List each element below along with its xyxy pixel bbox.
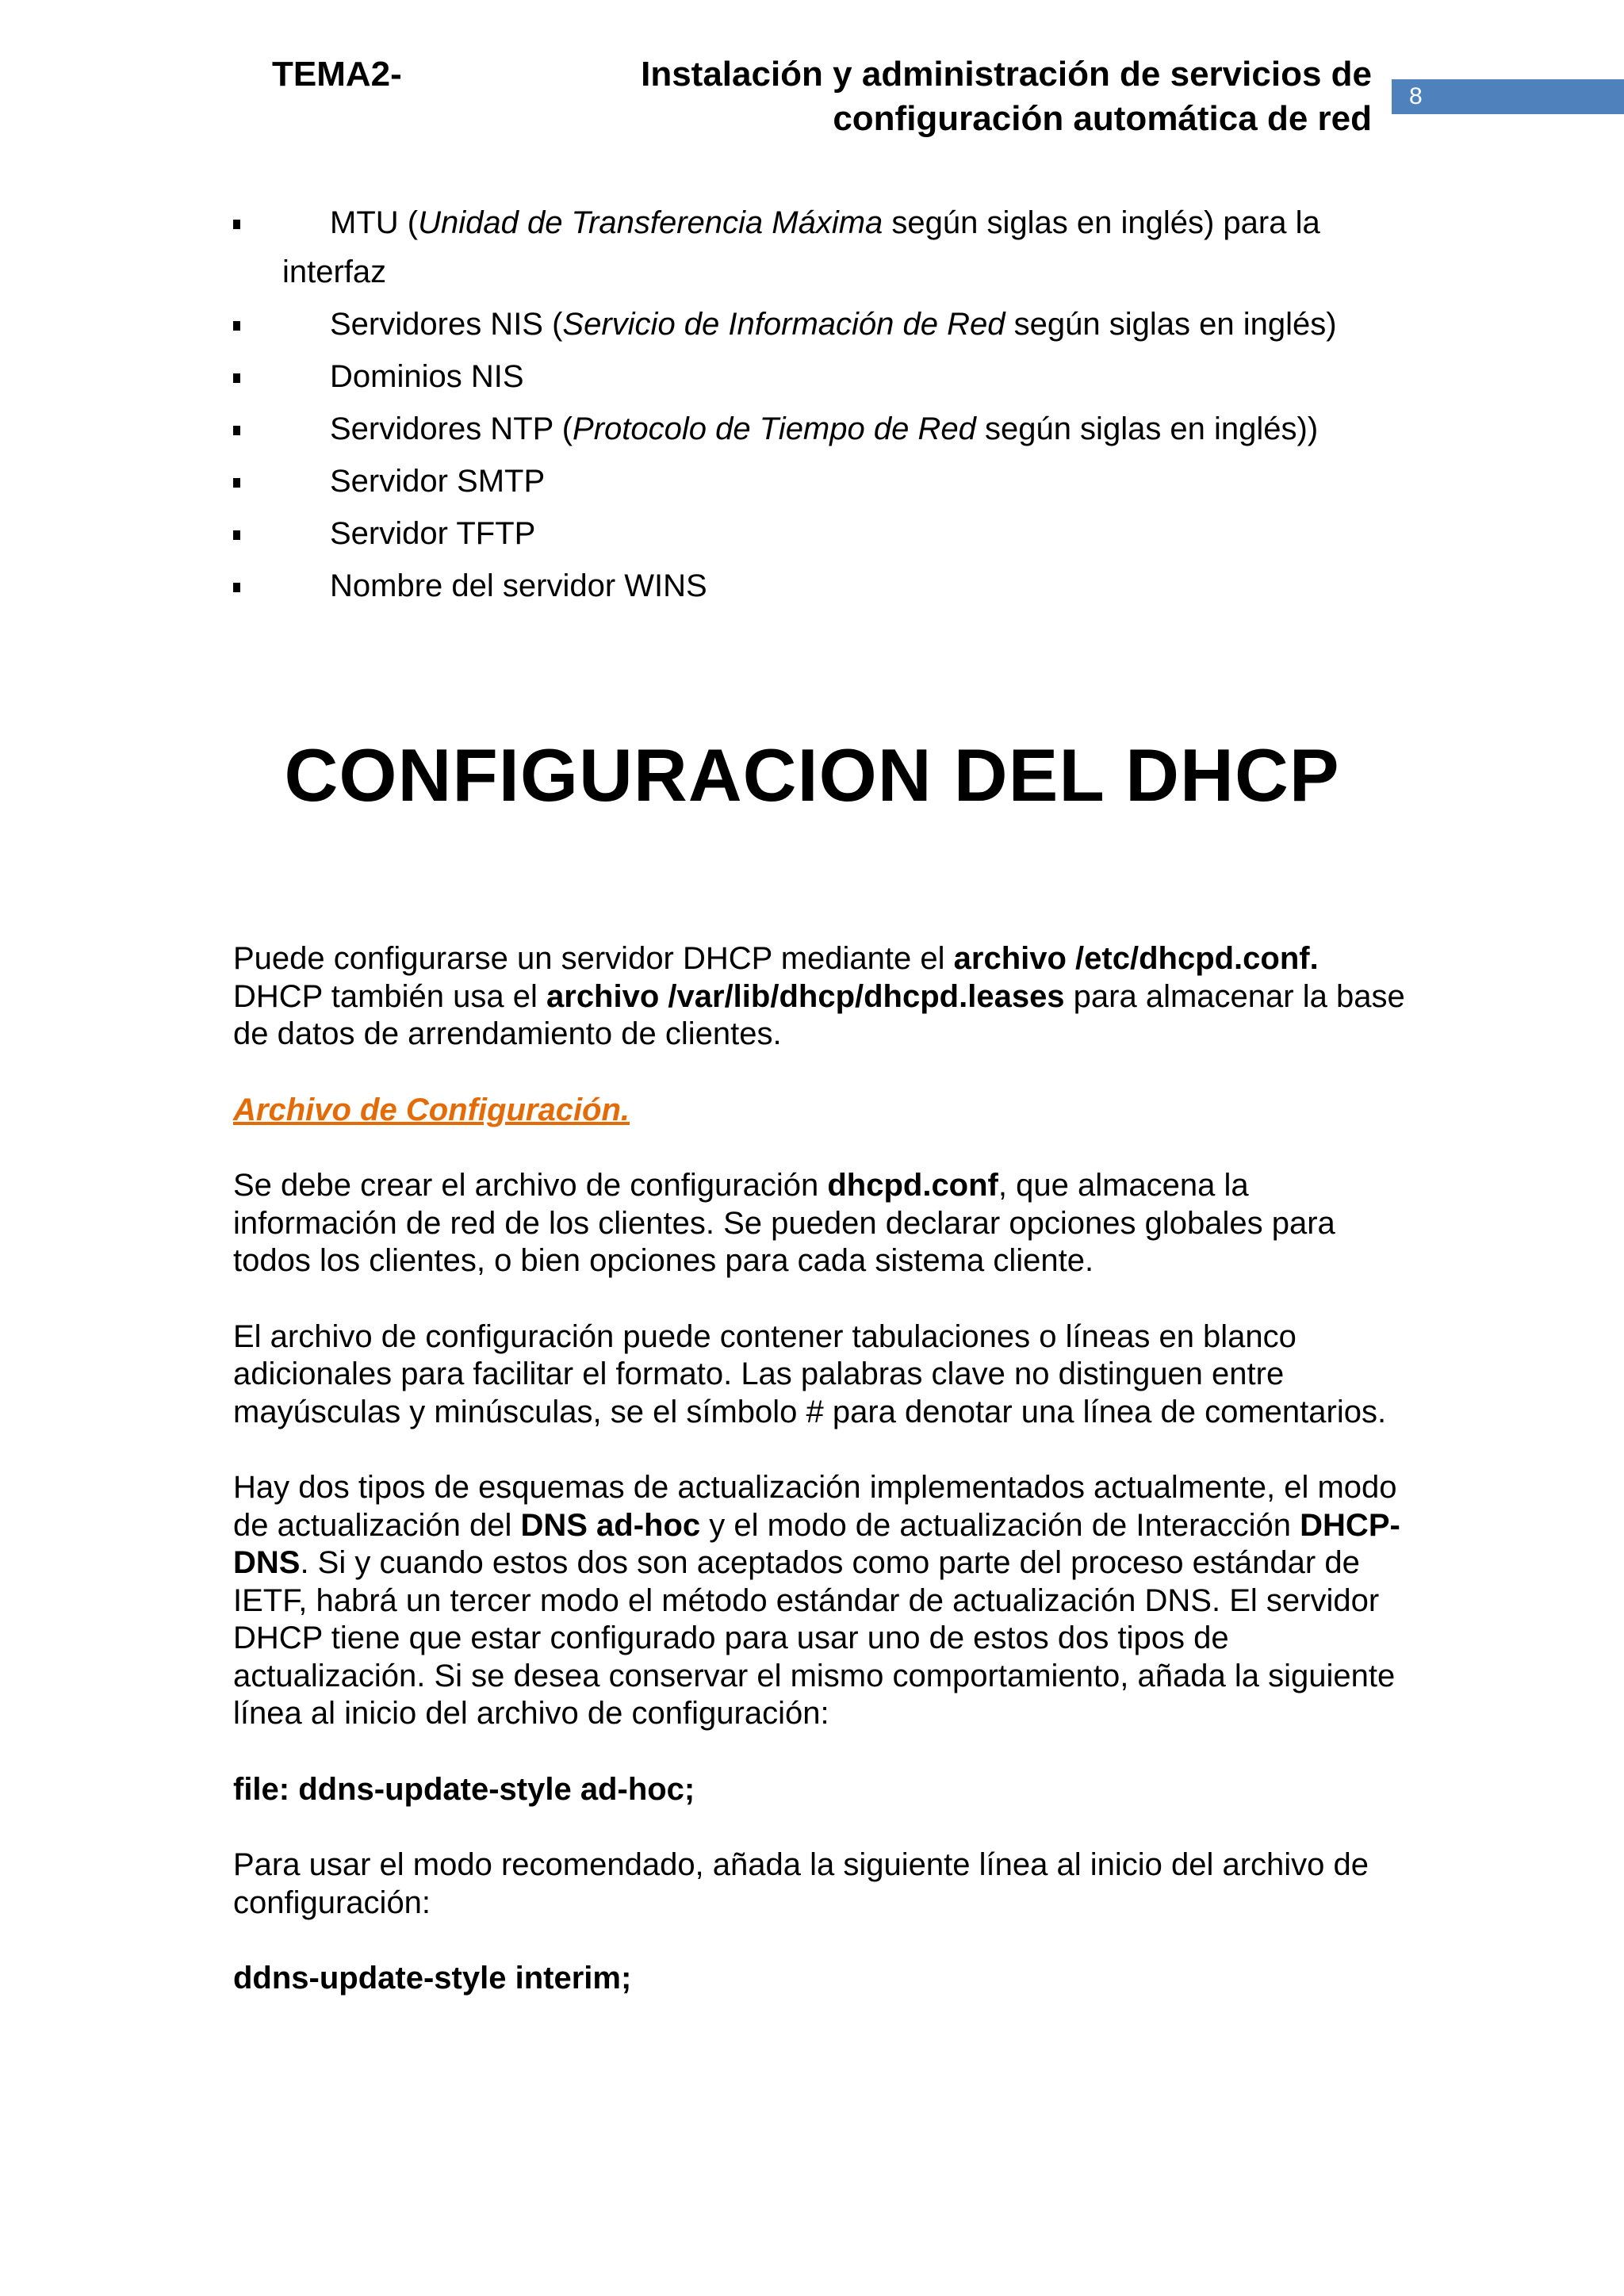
square-bullet-icon <box>233 583 240 592</box>
square-bullet-icon <box>233 478 240 488</box>
list-item <box>233 352 1399 401</box>
code-line-interim: ddns-update-style interim; <box>233 1961 632 1996</box>
paragraph-config-file: Se debe crear el archivo de configuración dhcpd.conf, que almacena la información de red de los clientes. Se pueden declarar opciones globales para todos los clientes, o bien opciones para cada sistema cliente. <box>233 1168 1335 1278</box>
body-content <box>233 940 1407 2036</box>
square-bullet-icon <box>233 373 240 383</box>
header-tema: TEMA2- <box>272 55 402 94</box>
list-item <box>233 404 1399 453</box>
page-number: 8 <box>1409 83 1423 109</box>
list-item-text: Servidor SMTP <box>330 464 546 499</box>
square-bullet-icon <box>233 220 240 229</box>
code-line-adhoc: file: ddns-update-style ad-hoc; <box>233 1771 695 1807</box>
list-item <box>233 561 1399 610</box>
square-bullet-icon <box>233 530 240 540</box>
paragraph-format: El archivo de configuración puede contener tabulaciones o líneas en blanco adicionales para facilitar el formato. Las palabras clave no distinguen entre mayúsculas y minúsculas, se el símbolo # para denotar una línea de comentarios. <box>233 1318 1387 1429</box>
header-title-line-2: configuración automática de red <box>833 99 1372 138</box>
square-bullet-icon <box>233 321 240 331</box>
list-item <box>233 457 1399 506</box>
list-item <box>233 509 1399 558</box>
paragraph-recommended: Para usar el modo recomendado, añada la siguiente línea al inicio del archivo de configuración: <box>233 1847 1369 1920</box>
options-list <box>233 198 1399 614</box>
section-title <box>233 1092 1407 1130</box>
paragraph-intro: Puede configurarse un servidor DHCP mediante el archivo /etc/dhcpd.conf. DHCP también usa el archivo /var/lib/dhcp/dhcpd.leases para almacenar la base de datos de arrendamiento de clientes. <box>233 941 1405 1051</box>
list-item-text: Servidores NIS (Servicio de Información de Red según siglas en inglés) <box>330 307 1337 342</box>
header-title-line-1: Instalación y administración de servicios de <box>641 55 1372 94</box>
paragraph-update-schemes: Hay dos tipos de esquemas de actualización implementados actualmente, el modo de actualización del DNS ad-hoc y el modo de actualización de Interacción DHCP-DNS. Si y cuando estos dos son aceptados como parte del proceso estándar de IETF, habrá un tercer modo el método estándar de actualización DNS. El servidor DHCP tiene que estar configurado para usar uno de estos dos tipos de actualización. Si se desea conservar el mismo comportamiento, añada la siguiente línea al inicio del archivo de configuración: <box>233 1470 1400 1731</box>
list-item-continuation: interfaz <box>282 254 387 289</box>
section-title-text: Archivo de Configuración. <box>233 1092 630 1127</box>
list-item-text: Servidores NTP (Protocolo de Tiempo de Red según siglas en inglés)) <box>330 411 1319 446</box>
list-item <box>233 198 1399 297</box>
square-bullet-icon <box>233 426 240 435</box>
list-item-text: Dominios NIS <box>330 359 524 394</box>
list-item <box>233 300 1399 349</box>
header-title <box>515 52 1372 141</box>
list-item-text: Servidor TFTP <box>330 516 536 551</box>
page-number-tab <box>1392 79 1624 114</box>
list-item-text: Nombre del servidor WINS <box>330 568 707 603</box>
list-item-text: MTU (Unidad de Transferencia Máxima según siglas en inglés) para la <box>330 205 1320 240</box>
main-heading: CONFIGURACION DEL DHCP <box>284 733 1340 817</box>
